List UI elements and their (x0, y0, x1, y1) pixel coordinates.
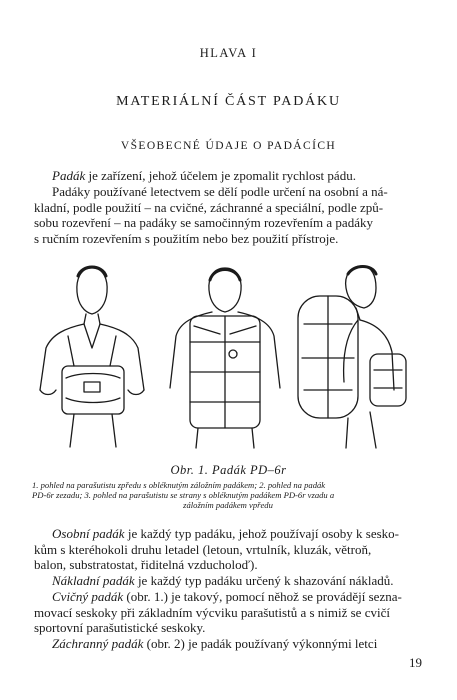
term-cvicny-padak: Cvičný padák (52, 589, 124, 604)
term-nakladni-padak: Nákladní padák (52, 573, 135, 588)
section-title: MATERIÁLNÍ ČÁST PADÁKU (116, 94, 341, 109)
figure-caption-title: Obr. 1. Padák PD–6r (170, 463, 287, 477)
term-zachranny-padak: Záchranný padák (52, 636, 144, 651)
figure-back-view (170, 268, 280, 448)
parachute-illustration (30, 262, 430, 452)
paragraph-classification: Padáky používané letectvem se dělí podle určení na osobní a ná- kladní, podle použití – na cvičné, záchranné a speciální, podle způ- sobu rozevření – na padáky se samočinným rozevřením a padáky s ručním rozevřením s použitím nebo bez použití přístroje. (34, 184, 388, 246)
chapter-heading: HLAVA I (199, 46, 258, 60)
paragraph-cargo-parachute: Nákladní padák je každý typ padáku určený k shazování nákladů. (52, 573, 394, 588)
term-padak: Padák (52, 168, 86, 183)
figure-caption-text: 1. pohled na parašutistu zpředu s obléknutým záložním padákem; 2. pohled na padák PD-6r zezadu; 3. pohled na parašutistu se strany s obléknutým padákem PD-6r vzadu a záložním padákem vpředu (32, 480, 335, 510)
paragraph-personal-parachute: Osobní padák je každý typ padáku, jehož používají osoby k sesko- kům s kteréhokoli druhu letadel (letoun, vrtulník, kluzák, větroň, balon, substratostat, řiditelná vzducholoď). (34, 526, 399, 572)
paragraph-definition: Padák je zařízení, jehož účelem je zpomalit rychlost pádu. (52, 168, 356, 183)
figure-front-view (40, 267, 144, 447)
paragraph-rescue-parachute: Záchranný padák (obr. 2) je padák používaný výkonnými letci (52, 636, 378, 651)
term-osobni-padak: Osobní padák (52, 526, 125, 541)
paragraph-training-parachute: Cvičný padák (obr. 1.) je takový, pomocí něhož se provádějí sezna- movací seskoky při základním výcviku parašutistů a s nimiž se cvičí sportovní parašutistické seskoky. (34, 589, 402, 635)
figure-side-view (298, 266, 406, 448)
page-number: 19 (409, 655, 422, 670)
section-subtitle: VŠEOBECNÉ ÚDAJE O PADÁCÍCH (120, 140, 337, 152)
